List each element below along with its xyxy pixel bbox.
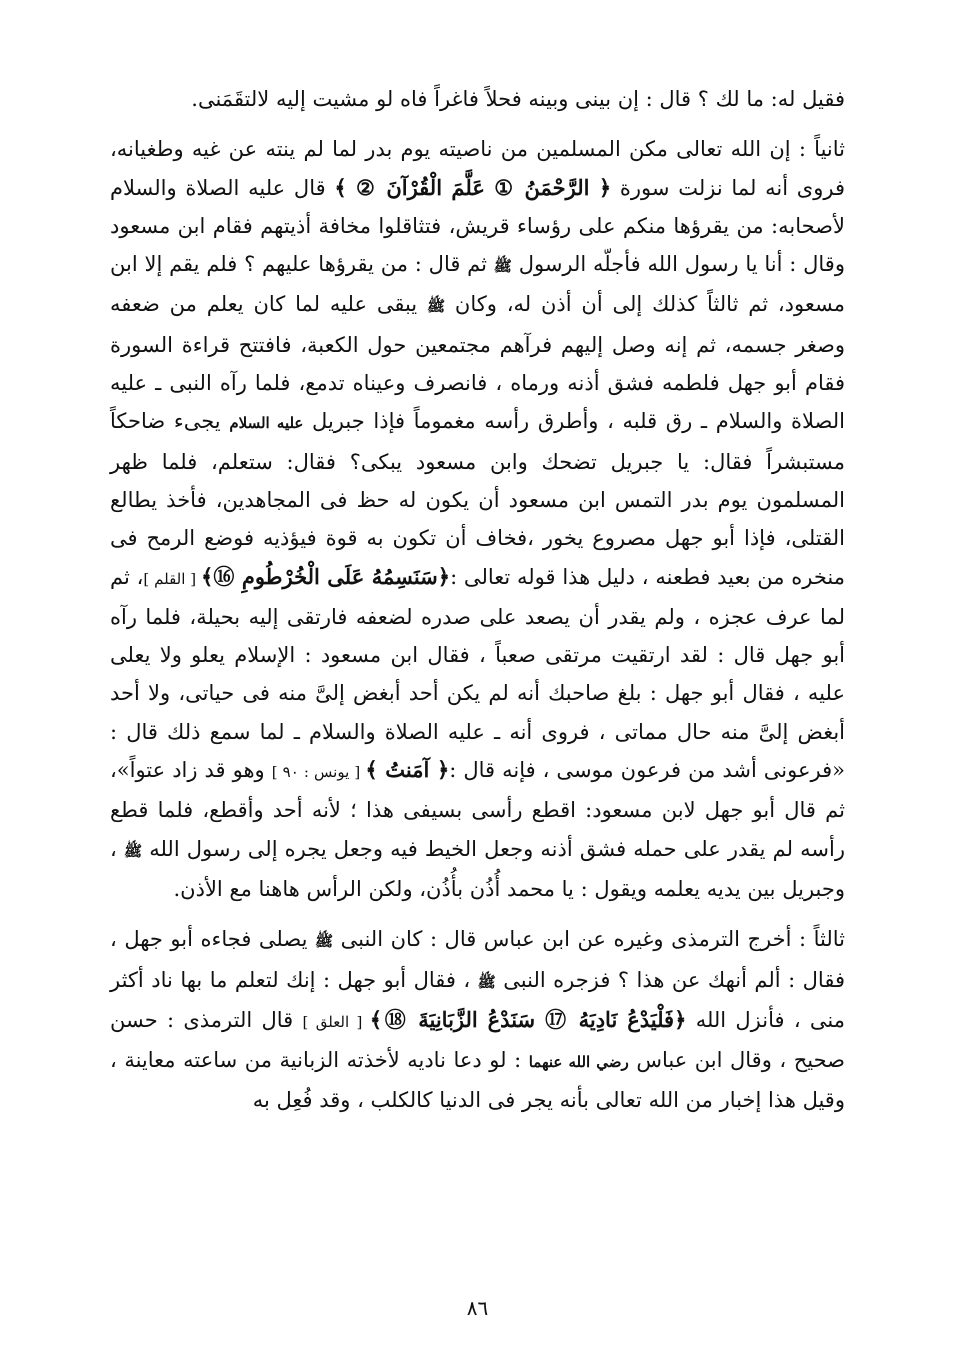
paragraph-text: ثالثاً : أخرج الترمذى وغيره عن ابن عباس قال : كان النبى [333, 927, 845, 952]
paragraph-text: ، فقال أبو جهل : إنك لتعلم ما بها ناد أكثر منى ، فأنزل الله [110, 967, 845, 1032]
page-body [110, 80, 845, 1120]
paragraph-text: قال عليه الصلاة والسلام لأصحابه: من يقرؤها منكم على رؤساء قريش، فتثاقلوا مخافة أذيتهم فقام ابن مسعود وقال : أنا يا رسول الله فأجلّه الرسول [110, 175, 845, 277]
honorific-salla-allah: ﷺ [493, 257, 512, 276]
paragraph-text: يجىء ضاحكاً مستبشراً فقال: يا جبريل تضحك وابن مسعود يبكى؟ فقال: ستعلم، فلما ظهر المسلمون يوم بدر التمس ابن مسعود أن يكون له حظ فى المجاهدين، فأخذ يطالع القتلى، فإذا أبو جهل مصروع يخور ،فخاف أن تكون به قوة فيؤذيه فوضع الرمح فى منخره من بعيد فطعنه ، دليل هذا قوله تعالى : [110, 409, 845, 589]
honorific-radiya-allah: رضي الله عنهما [528, 1053, 629, 1072]
paragraph-text: فقيل له: ما لك ؟ قال : إن بينى وبينه فحلاً فاغراً فاه لو مشيت إليه لالتقَمَنى. [191, 87, 845, 111]
page-number: ٨٦ [466, 1296, 489, 1320]
surah-reference: [ يونس : ٩٠ ] [271, 763, 366, 782]
honorific-salla-allah: ﷺ [123, 841, 143, 860]
paragraph-text: ثانياً : إن الله تعالى مكن المسلمين من ناصيته يوم بدر لما لم ينته عن غيه وطغيانه، فروى أنه لما نزلت سورة [110, 137, 845, 200]
honorific-salla-allah: ﷺ [314, 932, 334, 951]
paragraph-2 [110, 130, 845, 908]
quran-verse-yunus: ﴿ آمَنتُ ﴾ [365, 757, 450, 783]
paragraph-text: ، ثم لما عرف عجزه ، ولم يقدر أن يصعد على صدره لضعفه فارتقى إليه بحيلة، فلما رآه أبو جهل قال : لقد ارتقيت مرتقى صعباً ، فقال ابن مسعود : الإسلام يعلو ولا يعلى عليه ، فقال أبو جهل : بلغ صاحبك أنه لم يكن أحد أبغض إلىَّ منه فى حياتى، ولا أحد أبغض إلىَّ منه حال مماتى ، فروى أنه ـ عليه الصلاة والسلام ـ لما سمع ذلك قال : «فرعونى أشد من فرعون موسى ، فإنه قال : [110, 564, 845, 783]
paragraph-text: ثم قال : من يقرؤها عليهم ؟ فلم يقم إلا ابن مسعود، ثم ثالثاً كذلك إلى أن أذن له، وكان [110, 252, 845, 317]
paragraph-text: وهو قد زاد عتواً»، ثم قال أبو جهل لابن مسعود: اقطع رأسى بسيفى هذا ؛ لأنه أحد وأقطع، فلما قطع رأسه لم يقدر على حمله فشق أذنه وجعل الخيط فيه وجعل يجره إلى رسول الله [110, 758, 846, 861]
honorific-salla-allah: ﷺ [477, 972, 496, 991]
paragraph-3 [110, 920, 845, 1119]
paragraph-text: ، وجبريل بين يديه يعلمه ويقول : يا محمد أُذُن بأُذُن، ولكن الرأس هاهنا مع الأذن. [110, 836, 845, 901]
quran-verse-al-alaq: ﴿فَلْيَدْعُ نَادِيَهُ ⑰ سَنَدْعُ الزَّبَانِيَةَ ⑱﴾ [369, 1006, 687, 1032]
surah-reference: [ العلق ] [302, 1012, 370, 1031]
quran-verse-ar-rahman: ﴿ الرَّحْمَنُ ① عَلَّمَ الْقُرْآنَ ② ﴾ [334, 174, 612, 200]
honorific-salla-allah: ﷺ [426, 297, 446, 316]
honorific-alayhi-salam: عليه السلام [229, 414, 304, 433]
paragraph-text: يبقى عليه لما كان يعلم من ضعفه وصغر جسمه، ثم إنه وصل إليهم فرآهم مجتمعين حول الكعبة، فافتتح قراءة السورة فقام أبو جهل فلطمه فشق أذنه ورماه ، فانصرف وعيناه تدمع، فلما رآه النبى ـ عليه الصلاة والسلام ـ رق قلبه ، وأطرق رأسه مغموماً فإذا جبريل [110, 292, 846, 434]
paragraph-gap [110, 908, 845, 920]
paragraph-gap [110, 118, 845, 130]
paragraph-1 [110, 80, 845, 118]
surah-reference: [ القلم ] [143, 569, 201, 588]
paragraph-text: : لو دعا ناديه لأخذته الزبانية من ساعته معاينة ، وقيل هذا إخبار من الله تعالى بأنه يجر فى الدنيا كالكلب ، وقد فُعِل به [110, 1048, 845, 1113]
paragraph-text: يصلى فجاءه أبو جهل ، فقال : ألم أنهك عن هذا ؟ فزجره النبى [110, 927, 845, 992]
quran-verse-al-qalam: ﴿سَنَسِمُهُ عَلَى الْخُرْطُومِ ⑯﴾ [201, 563, 451, 589]
paragraph-text: قال الترمذى : حسن صحيح ، وقال ابن عباس [110, 1007, 845, 1073]
